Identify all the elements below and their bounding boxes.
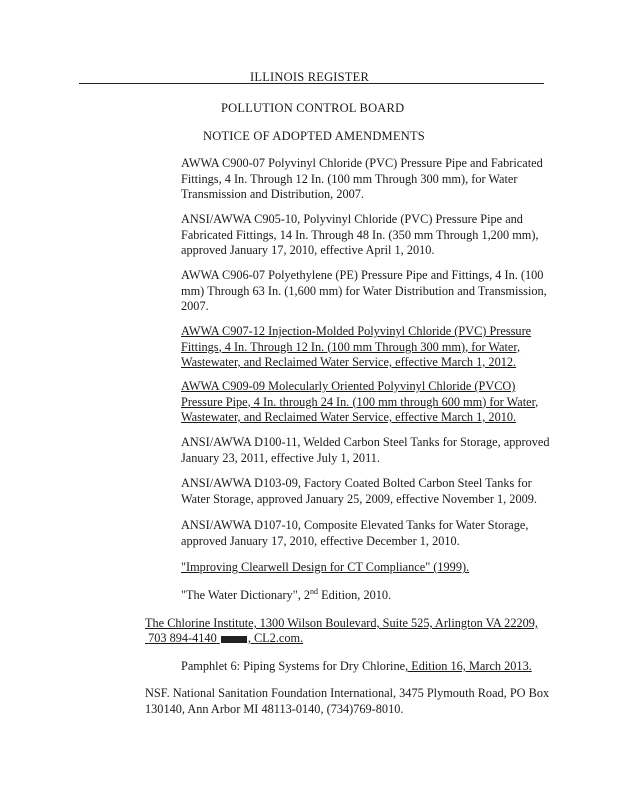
entry-awwa-c906: AWWA C906-07 Polyethylene (PE) Pressure Pipe and Fittings, 4 In. (100 mm) Through 63 In. (1,600 mm) for Water Distribution and Transmission, 2007. [181, 268, 547, 313]
redaction-mark [221, 636, 247, 643]
chlorine-site: CL2.com. [253, 631, 304, 645]
entry-awwa-c909-text: AWWA C909-09 Molecularly Oriented Polyvinyl Chloride (PVCO) Pressure Pipe, 4 In. through 24 In. (100 mm through 600 mm) for Water, Wastewater, and Reclaimed Water Service, effective March 1, 2010. [181, 379, 539, 424]
entry-awwa-d107: ANSI/AWWA D107-10, Composite Elevated Tanks for Water Storage, approved January 17, 2010, effective December 1, 2010. [181, 518, 529, 548]
entry-pamphlet [181, 659, 561, 675]
pamphlet-title: Pamphlet 6: Piping Systems for Dry Chlorine [181, 659, 406, 673]
board-title: POLLUTION CONTROL BOARD [221, 101, 405, 115]
notice-title: NOTICE OF ADOPTED AMENDMENTS [203, 129, 425, 143]
entry-awwa-c905: ANSI/AWWA C905-10, Polyvinyl Chloride (PVC) Pressure Pipe and Fabricated Fittings, 14 In. Through 48 In. (350 mm Through 1,200 mm), approved January 17, 2010, effective April 1, 2010. [181, 212, 539, 257]
entry-awwa-c900: AWWA C900-07 Polyvinyl Chloride (PVC) Pressure Pipe and Fabricated Fittings, 4 In. Through 12 In. (100 mm Through 300 mm), for Water Transmission and Distribution, 2007. [181, 156, 543, 201]
entry-awwa-c909 [181, 379, 551, 426]
entry-awwa-c907: AWWA C907-12 Injection-Molded Polyvinyl Chloride (PVC) Pressure Fittings, 4 In. Through 12 In. (100 mm Through 300 mm), for Water, Wastewater, and Reclaimed Water Service, effective March 1, 2012. [181, 324, 532, 369]
register-title: ILLINOIS REGISTER [250, 70, 370, 84]
chlorine-institute-line1: The Chlorine Institute, 1300 Wilson Boulevard, Suite 525, Arlington VA 22209, [145, 616, 538, 630]
pamphlet-edition: , Edition 16, March 2013. [405, 659, 532, 673]
entry-clearwell: "Improving Clearwell Design for CT Compliance" (1999). [181, 560, 470, 574]
entry-water-dictionary [181, 588, 551, 604]
entry-nsf: NSF. National Sanitation Foundation International, 3475 Plymouth Road, PO Box 130140, Ann Arbor MI 48113-0140, (734)769-8010. [145, 686, 550, 716]
chlorine-phone: 703 894-4140 [148, 631, 217, 645]
chlorine-institute-line2: 703 894-4140 , CL2.com. [148, 631, 304, 645]
water-dictionary-sup: nd [310, 586, 319, 596]
entry-awwa-d103: ANSI/AWWA D103-09, Factory Coated Bolted Carbon Steel Tanks for Water Storage, approved January 25, 2009, effective November 1, 2009. [181, 476, 537, 506]
entry-awwa-d100: ANSI/AWWA D100-11, Welded Carbon Steel Tanks for Storage, approved January 23, 2011, effective July 1, 2011. [181, 435, 550, 465]
water-dictionary-title: "The Water Dictionary", 2 [181, 588, 311, 602]
water-dictionary-edition: Edition, 2010. [318, 588, 392, 602]
